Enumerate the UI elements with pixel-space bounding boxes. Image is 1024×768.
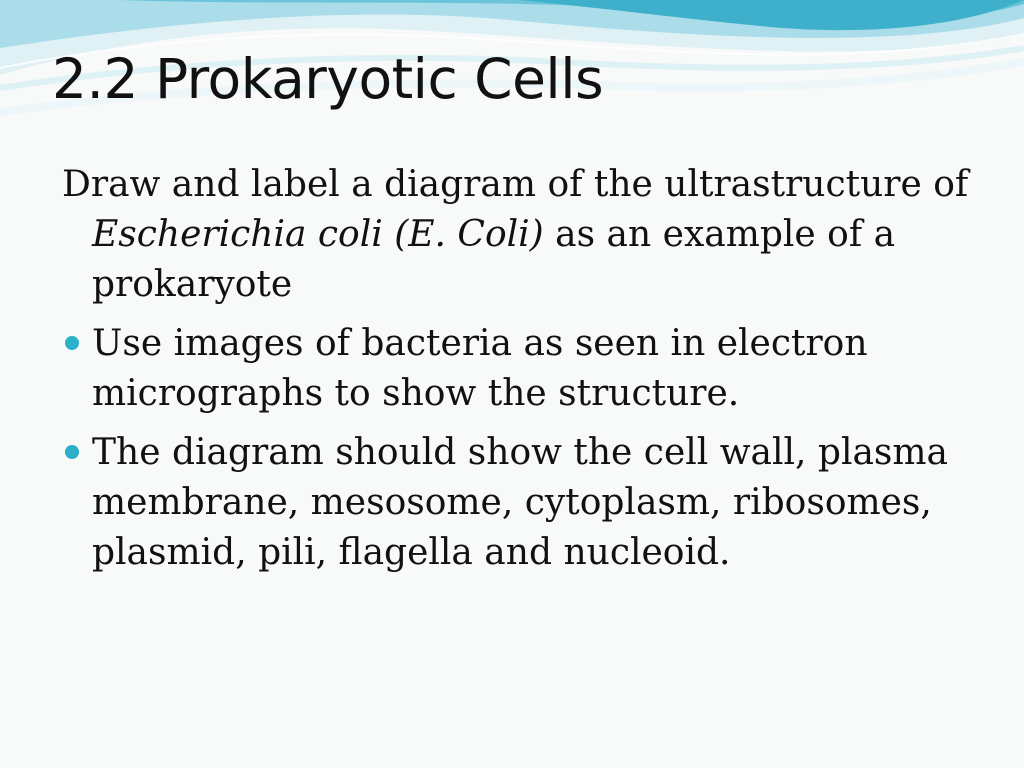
slide-body — [62, 160, 982, 587]
bullet-text: The diagram should show the cell wall, plasma membrane, mesosome, cytoplasm, ribosomes, plasmid, pili, flagella and nucleoid. — [92, 432, 949, 573]
slide-title: 2.2 Prokaryotic Cells — [52, 47, 604, 111]
bullet-item — [62, 428, 982, 578]
bullet-text: Use images of bacteria as seen in electron micrographs to show the structure. — [92, 323, 868, 414]
bullet-item — [62, 319, 982, 419]
bullet-list — [62, 319, 982, 578]
intro-text-after: as an example of a prokaryote — [92, 214, 896, 305]
intro-italic-species: Escherichia coli (E. Coli) — [92, 214, 544, 255]
bullet-dot-icon — [65, 336, 79, 350]
intro-paragraph — [62, 160, 982, 310]
intro-text-before: Draw and label a diagram of the ultrastructure of — [62, 164, 969, 205]
bullet-dot-icon — [65, 445, 79, 459]
